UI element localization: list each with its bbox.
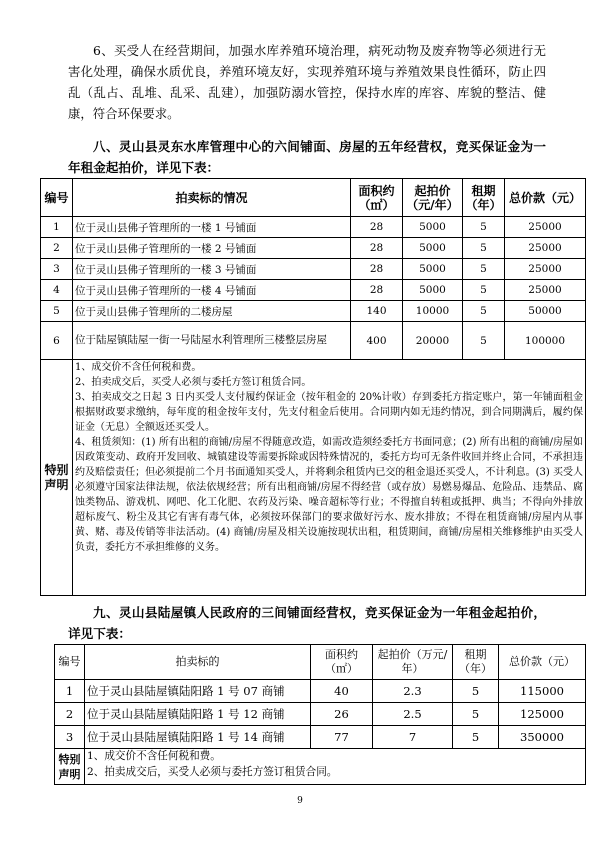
section-9-heading: 九、灵山县陆屋镇人民政府的三间铺面经营权，竞买保证金为一年租金起拍价，详见下表： bbox=[68, 605, 546, 641]
note-item: 1、成交价不含任何税和费。 bbox=[87, 750, 221, 762]
cell-term: 5 bbox=[453, 726, 499, 749]
cell-item: 位于灵山县佛子管理所的二楼房屋 bbox=[73, 301, 351, 322]
cell-item: 位于陆屋镇陆屋一街一号陆屋水利管理所三楼整层房屋 bbox=[73, 322, 351, 360]
cell-number: 3 bbox=[41, 259, 73, 280]
header-total: 总价款（元） bbox=[505, 179, 586, 217]
cell-total: 25000 bbox=[505, 238, 586, 259]
cell-total: 25000 bbox=[505, 280, 586, 301]
cell-item: 位于灵山县佛子管理所的一楼 2 号铺面 bbox=[73, 238, 351, 259]
table-row bbox=[55, 726, 586, 749]
cell-start-price: 10000 bbox=[403, 301, 463, 322]
cell-total: 50000 bbox=[505, 301, 586, 322]
cell-term: 5 bbox=[463, 322, 505, 360]
cell-start-price: 5000 bbox=[403, 259, 463, 280]
cell-number: 4 bbox=[41, 280, 73, 301]
cell-number: 2 bbox=[41, 238, 73, 259]
special-statement-row bbox=[41, 360, 586, 596]
note-item: 2、拍卖成交后，买受人必须与委托方签订租赁合同。 bbox=[75, 377, 312, 388]
cell-item: 位于灵山县佛子管理所的一楼 3 号铺面 bbox=[73, 259, 351, 280]
cell-number: 1 bbox=[55, 680, 85, 703]
paragraph-item-6: 6、买受人在经营期间，加强水库养殖环境治理，病死动物及废弃物等必须进行无害化处理，确保水质优良，养殖环境友好，实现养殖环境与养殖效果良性循环，防止四乱（乱占、乱堆、乱采、乱建），加强防溺水管控，保持水库的库容、库貌的整洁、健康，符合环保要求。 bbox=[68, 43, 546, 121]
cell-number: 3 bbox=[55, 726, 85, 749]
cell-item: 位于灵山县陆屋镇陆阳路 1 号 12 商铺 bbox=[85, 703, 311, 726]
section-8-table bbox=[40, 178, 586, 596]
cell-total: 350000 bbox=[499, 726, 586, 749]
note-item: 4、租赁须知：(1) 所有出租的商铺/房屋不得随意改造，如需改造须经委托方书面同意；(2) 所有出租的商铺/房屋如因政策变动、政府开发回收、城镇建设等需要拆除或因特殊情况的，委托方均可无条件收回并终止合同，不承担违约及赔偿责任；但必须提前二个月书面通知买受人，并将剩余租赁内已交的租金退还买受人，不计利息。(3) 买受人必须遵守国家法律法规，依法依规经营；所有出租商铺/房屋不得经营（或存放）易燃易爆品、危险品、违禁品、腐蚀类物品、游戏机、网吧、化工化肥、农药及污染、噪音超标等行业；不得擅自转租或抵押、典当；不得向外排放超标废气、粉尘及其它有害有毒气体，必须按环保部门的要求做好污水、废水排放；不得在租赁商铺/房屋内从事黄、赌、毒及传销等非法活动。(4) 商铺/房屋及相关设施按现状出租，租赁期间，商铺/房屋相关维修维护由买受人负责，委托方不承担维修的义务。 bbox=[75, 437, 583, 553]
table-header-row bbox=[55, 645, 586, 680]
cell-area: 28 bbox=[351, 238, 403, 259]
cell-area: 77 bbox=[311, 726, 373, 749]
cell-area: 140 bbox=[351, 301, 403, 322]
cell-number: 2 bbox=[55, 703, 85, 726]
header-number: 编号 bbox=[55, 645, 85, 680]
cell-term: 5 bbox=[453, 680, 499, 703]
note-item: 2、拍卖成交后，买受人必须与委托方签订租赁合同。 bbox=[87, 765, 338, 778]
special-statement-label: 特别声明 bbox=[41, 360, 73, 596]
special-statement-text bbox=[85, 749, 586, 785]
cell-term: 5 bbox=[453, 703, 499, 726]
cell-start-price: 2.5 bbox=[373, 703, 453, 726]
cell-total: 115000 bbox=[499, 680, 586, 703]
cell-total: 25000 bbox=[505, 259, 586, 280]
special-statement-label: 特别声明 bbox=[55, 749, 85, 785]
table-row bbox=[41, 217, 586, 238]
cell-start-price: 5000 bbox=[403, 238, 463, 259]
header-item: 拍卖标的情况 bbox=[73, 179, 351, 217]
header-start-price: 起拍价（万元/年） bbox=[373, 645, 453, 680]
cell-term: 5 bbox=[463, 238, 505, 259]
cell-area: 28 bbox=[351, 217, 403, 238]
header-start-price: 起拍价（元/年） bbox=[403, 179, 463, 217]
table-row bbox=[55, 680, 586, 703]
cell-start-price: 5000 bbox=[403, 280, 463, 301]
table-row bbox=[41, 322, 586, 360]
header-area: 面积约（㎡） bbox=[311, 645, 373, 680]
cell-area: 400 bbox=[351, 322, 403, 360]
table-row bbox=[41, 280, 586, 301]
table-row bbox=[41, 301, 586, 322]
cell-number: 1 bbox=[41, 217, 73, 238]
cell-number: 6 bbox=[41, 322, 73, 360]
cell-area: 28 bbox=[351, 259, 403, 280]
header-total: 总价款（元） bbox=[499, 645, 586, 680]
cell-item: 位于灵山县佛子管理所的一楼 4 号铺面 bbox=[73, 280, 351, 301]
cell-total: 100000 bbox=[505, 322, 586, 360]
note-item: 3、拍卖成交之日起 3 日内买受人支付履约保证金（按年租金的 20%计收）存到委托方指定账户，第一年铺面租金根据财政要求缴纳，每年度的租金按年支付，先支付租金后使用。合同期内如无违约情况，到合同期满后，履约保证金（无息）全额返还买受人。 bbox=[75, 392, 583, 433]
table-header-row bbox=[41, 179, 586, 217]
header-term: 租期（年） bbox=[463, 179, 505, 217]
cell-term: 5 bbox=[463, 301, 505, 322]
cell-number: 5 bbox=[41, 301, 73, 322]
cell-total: 25000 bbox=[505, 217, 586, 238]
cell-area: 40 bbox=[311, 680, 373, 703]
cell-term: 5 bbox=[463, 259, 505, 280]
special-statement-row bbox=[55, 749, 586, 785]
special-statement-text bbox=[73, 360, 586, 596]
cell-total: 125000 bbox=[499, 703, 586, 726]
cell-term: 5 bbox=[463, 217, 505, 238]
cell-item: 位于灵山县陆屋镇陆阳路 1 号 07 商铺 bbox=[85, 680, 311, 703]
section-8-heading: 八、灵山县灵东水库管理中心的六间铺面、房屋的五年经营权，竞买保证金为一年租金起拍价，详见下表： bbox=[68, 139, 546, 175]
cell-start-price: 20000 bbox=[403, 322, 463, 360]
cell-start-price: 5000 bbox=[403, 217, 463, 238]
page-number: 9 bbox=[297, 796, 303, 806]
cell-item: 位于灵山县佛子管理所的一楼 1 号铺面 bbox=[73, 217, 351, 238]
note-item: 1、成交价不含任何税和费。 bbox=[75, 362, 202, 373]
header-area: 面积约（㎡） bbox=[351, 179, 403, 217]
cell-area: 28 bbox=[351, 280, 403, 301]
table-row bbox=[55, 703, 586, 726]
cell-area: 26 bbox=[311, 703, 373, 726]
table-row bbox=[41, 259, 586, 280]
cell-start-price: 2.3 bbox=[373, 680, 453, 703]
header-number: 编号 bbox=[41, 179, 73, 217]
cell-item: 位于灵山县陆屋镇陆阳路 1 号 14 商铺 bbox=[85, 726, 311, 749]
header-term: 租期（年） bbox=[453, 645, 499, 680]
section-9-table bbox=[54, 644, 586, 785]
cell-start-price: 7 bbox=[373, 726, 453, 749]
table-row bbox=[41, 238, 586, 259]
cell-term: 5 bbox=[463, 280, 505, 301]
header-item: 拍卖标的 bbox=[85, 645, 311, 680]
